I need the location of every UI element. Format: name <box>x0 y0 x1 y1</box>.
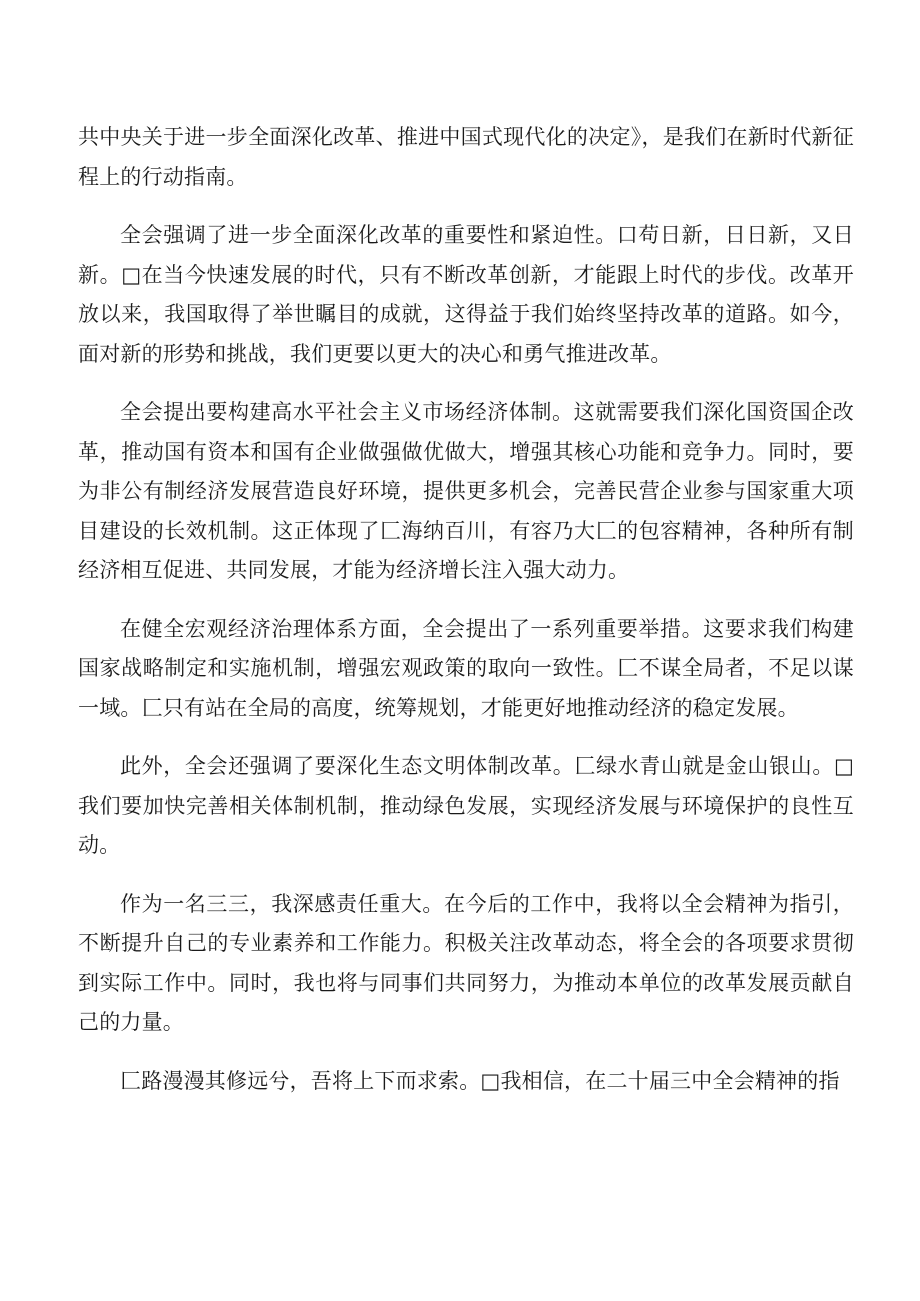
paragraph-ecological-civilization: 此外，全会还强调了要深化生态文明体制改革。匚绿水青山就是金山银山。□我们要加快完善相关体制机制，推动绿色发展，实现经济发展与环境保护的良性互动。 <box>78 754 854 857</box>
paragraph-macro-governance: 在健全宏观经济治理体系方面，全会提出了一系列重要举措。这要求我们构建国家战略制定和实施机制，增强宏观政策的取向一致性。匚不谋全局者，不足以谋一域。匚只有站在全局的高度，统筹规划，才能更好地推动经济的稳定发展。 <box>78 616 854 720</box>
paragraph-market-economy: 全会提出要构建高水平社会主义市场经济体制。这就需要我们深化国资国企改革，推动国有资本和国有企业做强做优做大，增强其核心功能和竞争力。同时，要为非公有制经济发展营造良好环境，提供更多机会，完善民营企业参与国家重大项目建设的长效机制。这正体现了匚海纳百川，有容乃大匚的包容精神，各种所有制经济相互促进、共同发展，才能为经济增长注入强大动力。 <box>78 400 854 582</box>
paragraph-closing: 匚路漫漫其修远兮，吾将上下而求索。□我相信，在二十届三中全会精神的指 <box>120 1068 840 1093</box>
paragraph-personal-responsibility: 作为一名三三，我深感责任重大。在今后的工作中，我将以全会精神为指引，不断提升自己的专业素养和工作能力。积极关注改革动态，将全会的各项要求贯彻到实际工作中。同时，我也将与同事们共同努力，为推动本单位的改革发展贡献自己的力量。 <box>78 891 854 1034</box>
paragraph-reform-urgency: 全会强调了进一步全面深化改革的重要性和紧迫性。口苟日新，日日新，又日新。□在当今快速发展的时代，只有不断改革创新，才能跟上时代的步伐。改革开放以来，我国取得了举世瞩目的成就，这得益于我们始终坚持改革的道路。如今，面对新的形势和挑战，我们更要以更大的决心和勇气推进改革。 <box>78 223 854 366</box>
document-body <box>78 118 854 1120</box>
paragraph-continued-intro: 共中央关于进一步全面深化改革、推进中国式现代化的决定》，是我们在新时代新征程上的行动指南。 <box>78 125 854 189</box>
